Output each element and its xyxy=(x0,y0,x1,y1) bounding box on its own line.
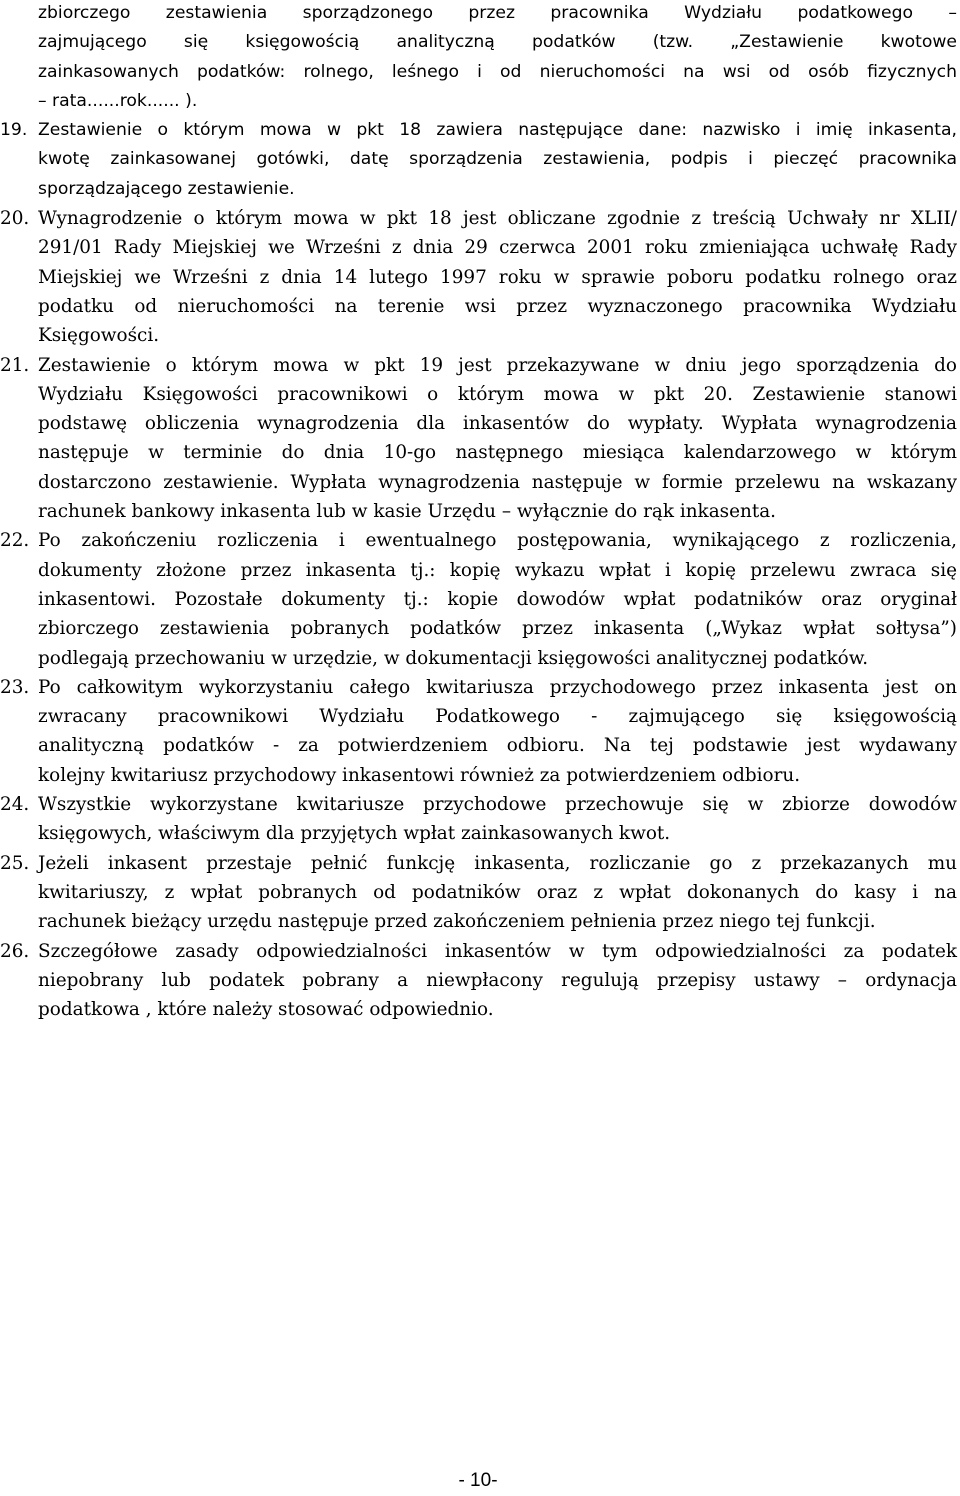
text-line: Zestawienie o którym mowa w pkt 18 zawiera następujące dane: nazwisko i imię inkasenta, xyxy=(38,120,957,141)
list-item-number: 24. xyxy=(0,794,30,816)
list-item xyxy=(0,849,957,937)
list-item xyxy=(0,116,957,204)
text-line: – rata......rok...... ). xyxy=(38,90,198,111)
text-line: Po całkowitym wykorzystaniu całego kwitariusza przychodowego przez inkasenta jest on xyxy=(38,676,957,698)
text-line: kwotę zainkasowanej gotówki, datę sporządzenia zestawienia, podpis i pieczęć pracownika xyxy=(38,149,957,170)
list-item-number: 23. xyxy=(0,676,30,698)
text-line: zbiorczego zestawienia pobranych podatków przez inkasenta („Wykaz wpłat sołtysa”) xyxy=(38,618,957,640)
text-line: Księgowości. xyxy=(38,325,160,347)
list-item-number: 22. xyxy=(0,530,30,552)
text-line: Wszystkie wykorzystane kwitariusze przychodowe przechowuje się w zbiorze dowodów xyxy=(38,794,957,816)
text-line: Wydziału Księgowości pracownikowi o którym mowa w pkt 20. Zestawienie stanowi xyxy=(38,383,957,405)
text-line: podatkowa , które należy stosować odpowiednio. xyxy=(38,999,494,1021)
text-line: dokumenty złożone przez inkasenta tj.: kopię wykazu wpłat i kopię przelewu zwraca się xyxy=(38,559,957,581)
text-line: księgowych, właściwym dla przyjętych wpłat zainkasowanych kwot. xyxy=(38,823,671,845)
text-line: niepobrany lub podatek pobrany a niewpłacony regulują przepisy ustawy – ordynacja xyxy=(38,969,957,991)
text-line: zainkasowanych podatków: rolnego, leśnego i od nieruchomości na wsi od osób fizycznych xyxy=(38,61,957,82)
list-item-continuation xyxy=(38,0,957,116)
list-item-number: 19. xyxy=(0,120,28,141)
list-item-number: 25. xyxy=(0,852,30,874)
text-line: Miejskiej we Wrześni z dnia 14 lutego 1997 roku w sprawie poboru podatku rolnego oraz xyxy=(38,266,957,288)
text-line: Po zakończeniu rozliczenia i ewentualnego postępowania, wynikającego z rozliczenia, xyxy=(38,530,957,552)
text-line: Jeżeli inkasent przestaje pełnić funkcję inkasenta, rozliczanie go z przekazanych mu xyxy=(38,852,957,874)
list-item xyxy=(0,351,957,527)
text-line: inkasentowi. Pozostałe dokumenty tj.: kopie dowodów wpłat podatników oraz oryginał xyxy=(38,588,957,610)
text-line: podlegają przechowaniu w urzędzie, w dokumentacji księgowości analitycznej podatków. xyxy=(38,647,869,669)
text-line: Wynagrodzenie o którym mowa w pkt 18 jest obliczane zgodnie z treścią Uchwały nr XLII/ xyxy=(38,208,957,230)
text-line: zajmującego się księgowością analityczną podatków (tzw. „Zestawienie kwotowe xyxy=(38,32,957,53)
list-item xyxy=(0,673,957,790)
list-item xyxy=(0,526,957,672)
text-line: zwracany pracownikowi Wydziału Podatkowego - zajmującego się księgowością xyxy=(38,706,957,728)
text-line: zbiorczego zestawienia sporządzonego przez pracownika Wydziału podatkowego – xyxy=(38,3,957,23)
page-footer xyxy=(0,1470,960,1492)
page-number: - 10- xyxy=(458,1470,498,1491)
list-item-number: 20. xyxy=(0,208,30,230)
text-line: analityczną podatków - za potwierdzeniem odbioru. Na tej podstawie jest wydawany xyxy=(38,735,957,757)
text-line: Zestawienie o którym mowa w pkt 19 jest przekazywane w dniu jego sporządzenia do xyxy=(38,354,957,376)
text-line: Szczegółowe zasady odpowiedzialności inkasentów w tym odpowiedzialności za podatek xyxy=(38,940,957,962)
list-item-number: 26. xyxy=(0,940,30,962)
text-line: podatku od nieruchomości na terenie wsi przez wyznaczonego pracownika Wydziału xyxy=(38,295,957,317)
text-line: sporządzającego zestawienie. xyxy=(38,178,295,199)
list-item xyxy=(0,204,957,350)
text-line: 291/01 Rady Miejskiej we Wrześni z dnia 29 czerwca 2001 roku zmieniająca uchwałę Rady xyxy=(38,237,957,259)
list-item xyxy=(0,790,957,849)
list-item-number: 21. xyxy=(0,354,30,376)
text-line: kwitariuszy, z wpłat pobranych od podatników oraz z wpłat dokonanych do kasy i na xyxy=(38,881,957,903)
text-line: następuje w terminie do dnia 10-go następnego miesiąca kalendarzowego w którym xyxy=(38,442,957,464)
text-line: kolejny kwitariusz przychodowy inkasentowi również za potwierdzeniem odbioru. xyxy=(38,764,801,786)
text-line: podstawę obliczenia wynagrodzenia dla inkasentów do wypłaty. Wypłata wynagrodzenia xyxy=(38,413,957,435)
text-line: rachunek bieżący urzędu następuje przed zakończeniem pełnienia przez niego tej funkcji. xyxy=(38,911,876,933)
text-line: rachunek bankowy inkasenta lub w kasie Urzędu – wyłącznie do rąk inkasenta. xyxy=(38,501,777,523)
list-item xyxy=(0,937,957,1025)
text-line: dostarczono zestawienie. Wypłata wynagrodzenia następuje w formie przelewu na wskazany xyxy=(38,471,957,493)
